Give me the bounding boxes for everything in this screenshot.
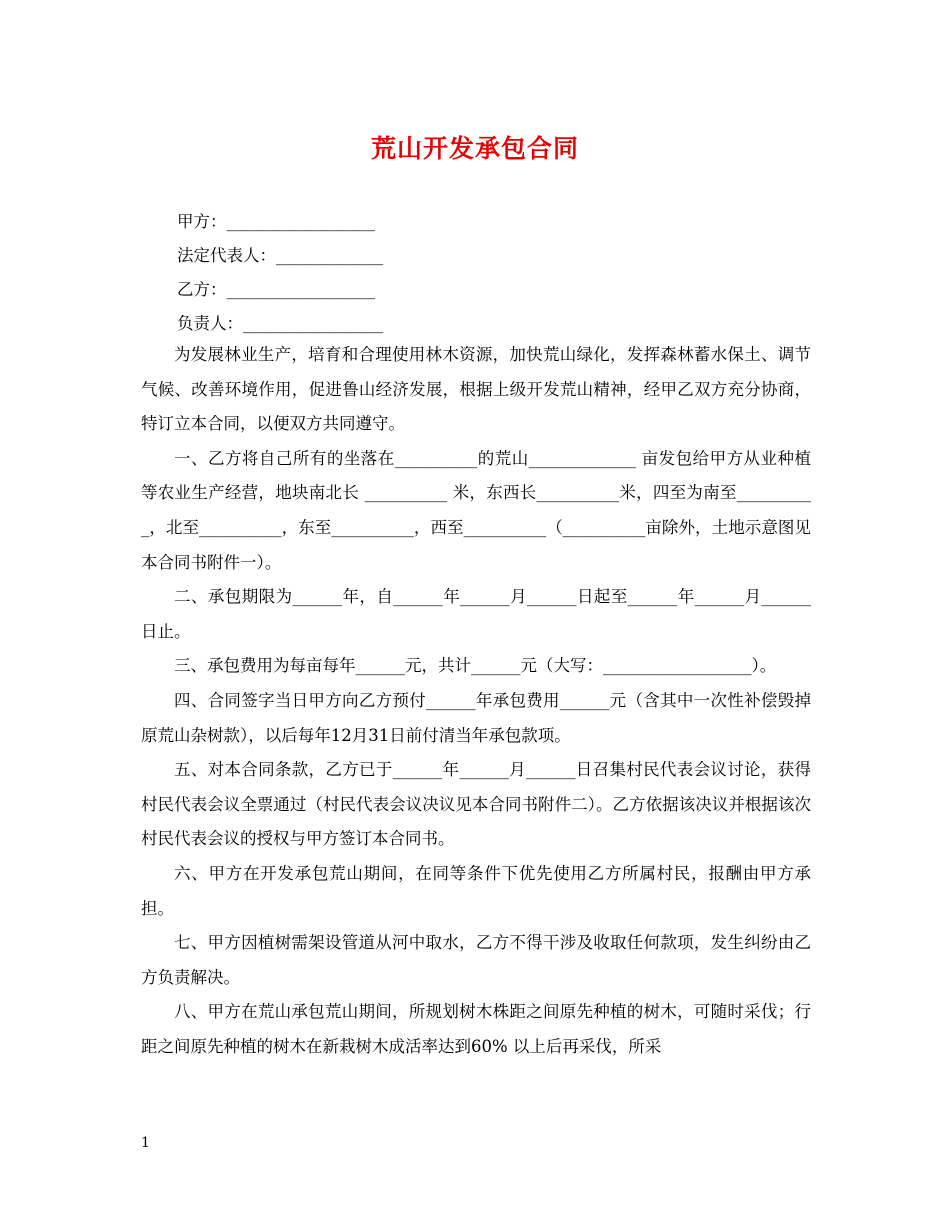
paragraph-clause-3: 三、承包费用为每亩每年______元，共计______元（大写：__________________）。 [174,656,777,676]
party-a-line: 甲方：__________________ [177,212,375,231]
person-in-charge-line: 负责人：_________________ [177,314,384,333]
legal-representative-line: 法定代表人：_____________ [177,246,384,265]
paragraph-clause-1: 一、乙方将自己所有的坐落在__________的荒山_____________ 亩发包给甲方从业种植等农业生产经营，地块南北长 __________ 米，东西长__________米，四至为南至__________，北至__________，东至__________，西至__________（__________亩除外，土地示意图见本合同书附件一）。 [141,448,811,572]
paragraph-preamble: 为发展林业生产，培育和合理使用林木资源，加快荒山绿化，发挥森林蓄水保土、调节气候、改善环境作用，促进鲁山经济发展，根据上级开发荒山精神，经甲乙双方充分协商，特订立本合同，以便双方共同遵守。 [141,345,811,434]
paragraph-clause-4: 四、合同签字当日甲方向乙方预付______年承包费用______元（含其中一次性补偿毁掉原荒山杂树款），以后每年12月31日前付清当年承包款项。 [141,690,811,745]
party-b-line: 乙方：__________________ [177,280,375,299]
paragraph-clause-6: 六、甲方在开发承包荒山期间，在同等条件下优先使用乙方所属村民，报酬由甲方承担。 [141,863,811,918]
contract-body [141,338,811,1064]
page-title: 荒山开发承包合同 [370,134,579,163]
page-number: 1 [141,1135,150,1151]
paragraph-clause-2: 二、承包期限为______年，自______年______月______日起至______年______月______日止。 [141,587,811,641]
paragraph-clause-8: 八、甲方在荒山承包荒山期间，所规划树木株距之间原先种植的树木，可随时采伐；行距之间原先种植的树木在新栽树木成活率达到60% 以上后再采伐，所采 [141,1002,811,1056]
paragraph-clause-7: 七、甲方因植树需架设管道从河中取水，乙方不得干涉及收取任何款项，发生纠纷由乙方负责解决。 [141,933,811,987]
paragraph-clause-5: 五、对本合同条款，乙方已于______年______月______日召集村民代表会议讨论，获得村民代表会议全票通过（村民代表会议决议见本合同书附件二）。乙方依据该决议并根据该次村民代表会议的授权与甲方签订本合同书。 [141,760,811,849]
